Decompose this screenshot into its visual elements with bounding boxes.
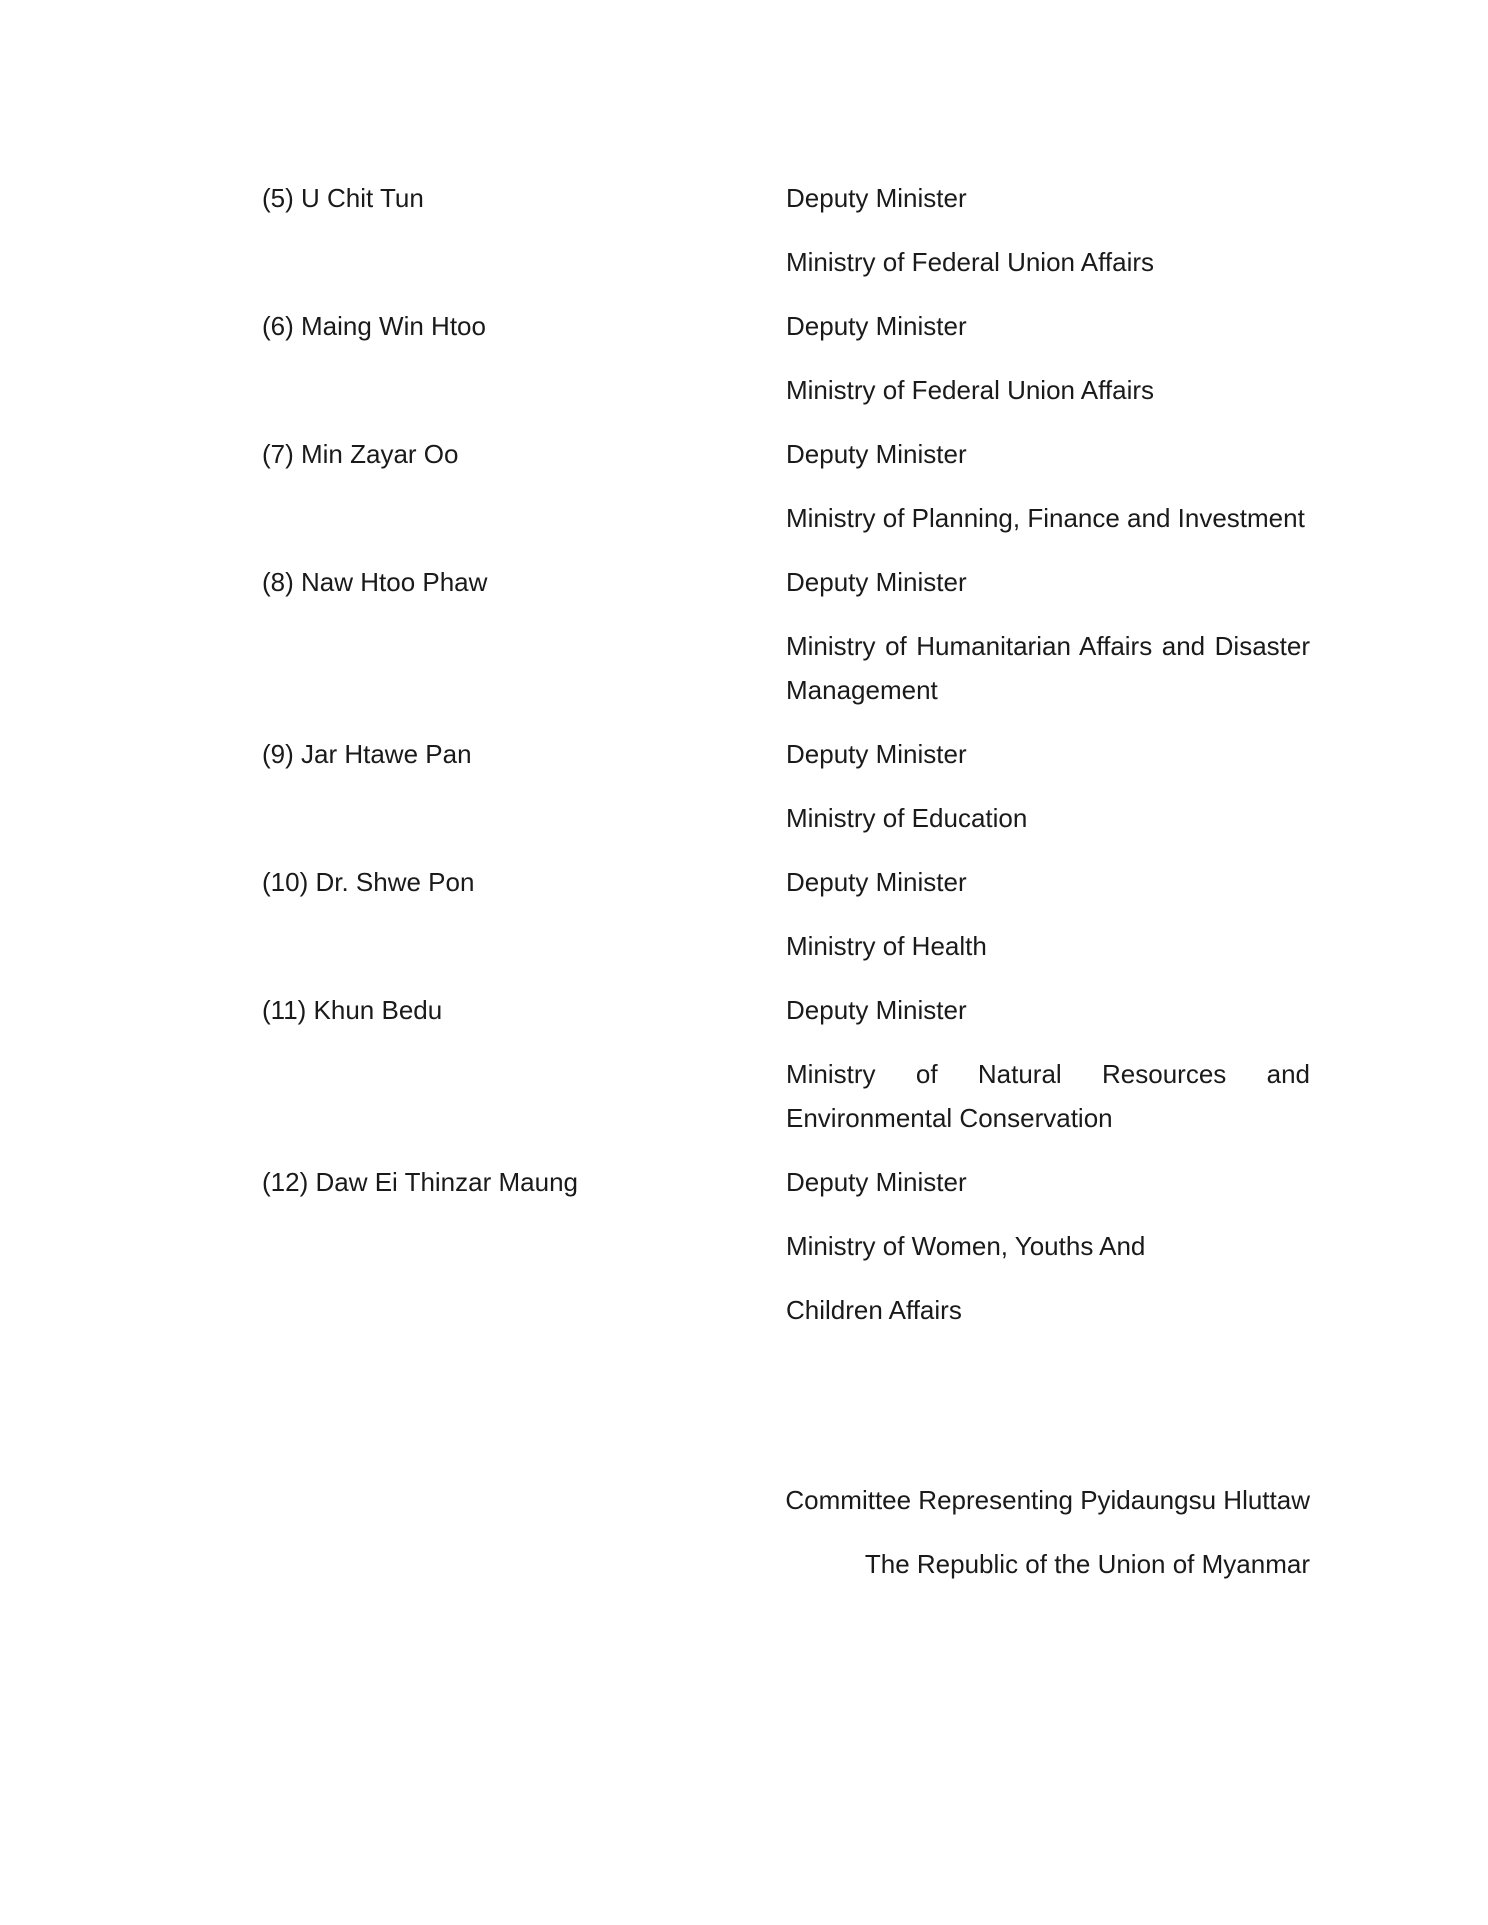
position-title: Deputy Minister — [786, 995, 967, 1025]
appointment-entry — [262, 560, 1310, 712]
appointee-name: (10) Dr. Shwe Pon — [262, 867, 475, 897]
ministry-name: Ministry of Natural Resources and Environmental Conservation — [786, 1059, 1310, 1133]
appointee-roles — [786, 988, 1310, 1140]
ministry-name: Ministry of Health — [786, 931, 987, 961]
ministry-name: Ministry of Humanitarian Affairs and Disaster Management — [786, 631, 1310, 705]
signatory-country: The Republic of the Union of Myanmar — [864, 1549, 1310, 1579]
position-title: Deputy Minister — [786, 867, 967, 897]
appointee-roles — [786, 176, 1310, 284]
appointment-entry — [262, 1160, 1310, 1332]
position-title: Deputy Minister — [786, 311, 967, 341]
ministry-name: Ministry of Planning, Finance and Investment — [786, 503, 1305, 533]
appointment-entry — [262, 176, 1310, 284]
position-title: Deputy Minister — [786, 1167, 967, 1197]
position-title: Deputy Minister — [786, 439, 967, 469]
appointee-name: (11) Khun Bedu — [262, 995, 443, 1025]
appointee-name: (7) Min Zayar Oo — [262, 439, 459, 469]
appointee-roles — [786, 732, 1310, 840]
ministry-name: Ministry of Federal Union Affairs — [786, 375, 1154, 405]
appointee-roles — [786, 860, 1310, 968]
ministry-name: Ministry of Federal Union Affairs — [786, 247, 1154, 277]
appointment-entry — [262, 988, 1310, 1140]
position-title: Deputy Minister — [786, 739, 967, 769]
ministry-name-line-1: Ministry of Women, Youths And — [786, 1231, 1146, 1261]
ministry-name: Ministry of Education — [786, 803, 1028, 833]
appointee-name: (9) Jar Htawe Pan — [262, 739, 472, 769]
ministry-name-line-2: Children Affairs — [786, 1295, 962, 1325]
appointment-entry — [262, 732, 1310, 840]
appointee-name: (5) U Chit Tun — [262, 183, 424, 213]
signatory-committee: Committee Representing Pyidaungsu Hluttaw — [785, 1485, 1310, 1515]
appointment-entry — [262, 860, 1310, 968]
appointment-entry — [262, 304, 1310, 412]
appointee-roles — [786, 560, 1310, 712]
signature-block — [785, 1478, 1310, 1606]
appointee-name: (6) Maing Win Htoo — [262, 311, 486, 341]
appointee-roles — [786, 1160, 1310, 1332]
appointments-list — [262, 176, 1310, 1352]
appointment-entry — [262, 432, 1310, 540]
position-title: Deputy Minister — [786, 567, 967, 597]
position-title: Deputy Minister — [786, 183, 967, 213]
appointee-name: (12) Daw Ei Thinzar Maung — [262, 1167, 578, 1197]
appointee-name: (8) Naw Htoo Phaw — [262, 567, 488, 597]
appointee-roles — [786, 432, 1310, 540]
appointee-roles — [786, 304, 1310, 412]
